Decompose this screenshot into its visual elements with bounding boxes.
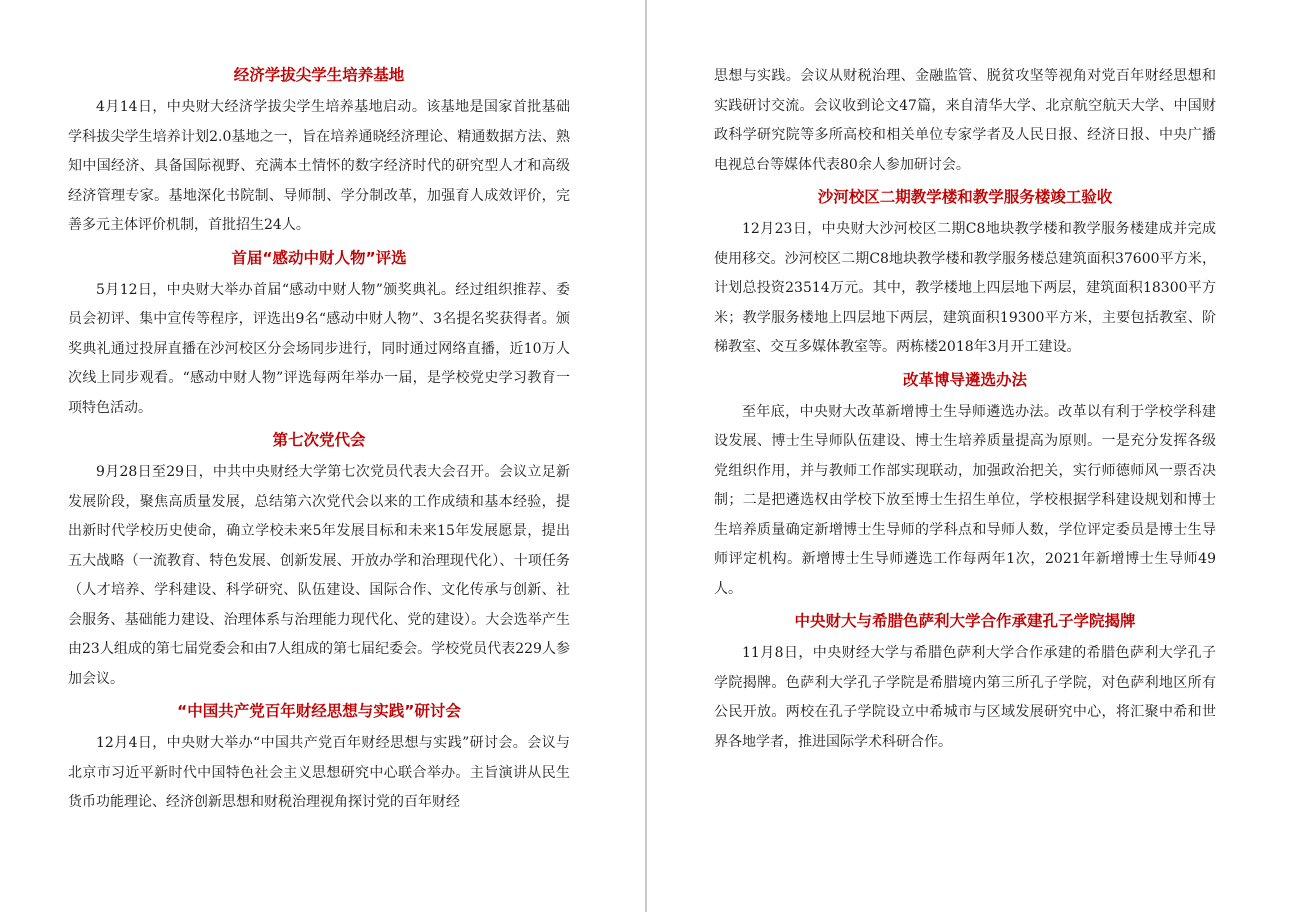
section-shahe-campus [714,184,1216,363]
section-body: 4月14日，中央财大经济学拔尖学生培养基地启动。该基地是国家首批基础学科拔尖学生培养计划2.0基地之一，旨在培养通晓经济理论、精通数据方法、熟知中国经济、具备国际视野、充满本土情怀的数字经济时代的研究型人才和高级经济管理专家。基地深化书院制、导师制、学分制改革，加强育人成效评价，完善多元主体评价机制，首批招生24人。 [68,99,570,233]
left-column [68,62,570,818]
section-body: 9月28日至29日，中共中央财经大学第七次党员代表大会召开。会议立足新发展阶段，聚焦高质量发展，总结第六次党代会以来的工作成绩和基本经验，提出新时代学校历史使命，确立学校未来5年发展目标和未来15年发展愿景，提出五大战略（一流教育、特色发展、创新发展、开放办学和治理现代化）、十项任务（人才培养、学科建设、科学研究、队伍建设、国际合作、文化传承与创新、社会服务、基础能力建设、治理体系与治理能力现代化、党的建设）。大会选举产生由23人组成的第七届党委会和由7人组成的第七届纪委会。学校党员代表229人参加会议。 [68,464,570,687]
section-body: 11月8日，中央财经大学与希腊色萨利大学合作承建的希腊色萨利大学孔子学院揭牌。色萨利大学孔子学院是希腊境内第三所孔子学院，对色萨利地区所有公民开放。两校在孔子学院设立中希城市与区域发展研究中心，将汇聚中希和世界各地学者，推进国际学术科研合作。 [714,645,1216,750]
section-title: 首届“感动中财人物”评选 [231,248,407,267]
section-body: 12月4日，中央财大举办“中国共产党百年财经思想与实践”研讨会。会议与北京市习近平新时代中国特色社会主义思想研究中心联合举办。主旨演讲从民生货币功能理论、经济创新思想和财税治理视角探讨党的百年财经 [68,735,570,810]
section-body: 至年底，中央财大改革新增博士生导师遴选办法。改革以有利于学校学科建设发展、博士生导师队伍建设、博士生培养质量提高为原则。一是充分发挥各级党组织作用，并与教师工作部实现联动，加强政治把关，实行师德师风一票否决制；二是把遴选权由学校下放至博士生招生单位，学校根据学科建设规划和博士生培养质量确定新增博士生导师的学科点和导师人数，学位评定委员是博士生导师评定机构。新增博士生导师遴选工作每两年1次，2021年新增博士生导师49人。 [714,403,1216,597]
section-confucius-institute [714,608,1216,757]
right-page [647,0,1291,912]
section-touching-figures [68,245,570,424]
section-title: 沙河校区二期教学楼和教学服务楼竣工验收 [817,188,1113,206]
section-economics-base [68,62,570,241]
section-body: 12月23日，中央财大沙河校区二期C8地块教学楼和教学服务楼建成并完成使用移交。沙河校区二期C8地块教学楼和教学服务楼总建筑面积37600平方米，计划总投资23514万元。其中，教学楼地上四层地下两层，建筑面积18300平方米；教学服务楼地上四层地下两层，建筑面积19300平方米，主要包括教室、阶梯教室、交互多媒体教室等。两栋楼2018年3月开工建设。 [714,221,1216,355]
section-title: 中央财大与希腊色萨利大学合作承建孔子学院揭牌 [794,612,1136,630]
section-symposium [68,698,570,818]
left-page [0,0,645,912]
section-party-congress [68,427,570,694]
section-title: “中国共产党百年财经思想与实践”研讨会 [177,702,461,720]
section-title: 改革博导遴选办法 [902,370,1027,389]
continued-text: 思想与实践。会议从财税治理、金融监管、脱贫攻坚等视角对党百年财经思想和实践研讨交流。会议收到论文47篇，来自清华大学、北京航空航天大学、中国财政科学研究院等多所高校和相关单位专家学者及人民日报、经济日报、中央广播电视总台等媒体代表80余人参加研讨会。 [714,68,1216,173]
section-title: 第七次党代会 [272,431,366,449]
section-body: 5月12日，中央财大举办首届“感动中财人物”颁奖典礼。经过组织推荐、委员会初评、集中宣传等程序，评选出9名“感动中财人物”、3名提名奖获得者。颁奖典礼通过投屏直播在沙河校区分会场同步进行，同时通过网络直播，近10万人次线上同步观看。“感动中财人物”评选每两年举办一届，是学校党史学习教育一项特色活动。 [68,281,570,416]
section-title: 经济学拔尖学生培养基地 [233,66,405,84]
section-doctoral-supervisor-reform [714,367,1216,605]
right-column [714,62,1216,757]
